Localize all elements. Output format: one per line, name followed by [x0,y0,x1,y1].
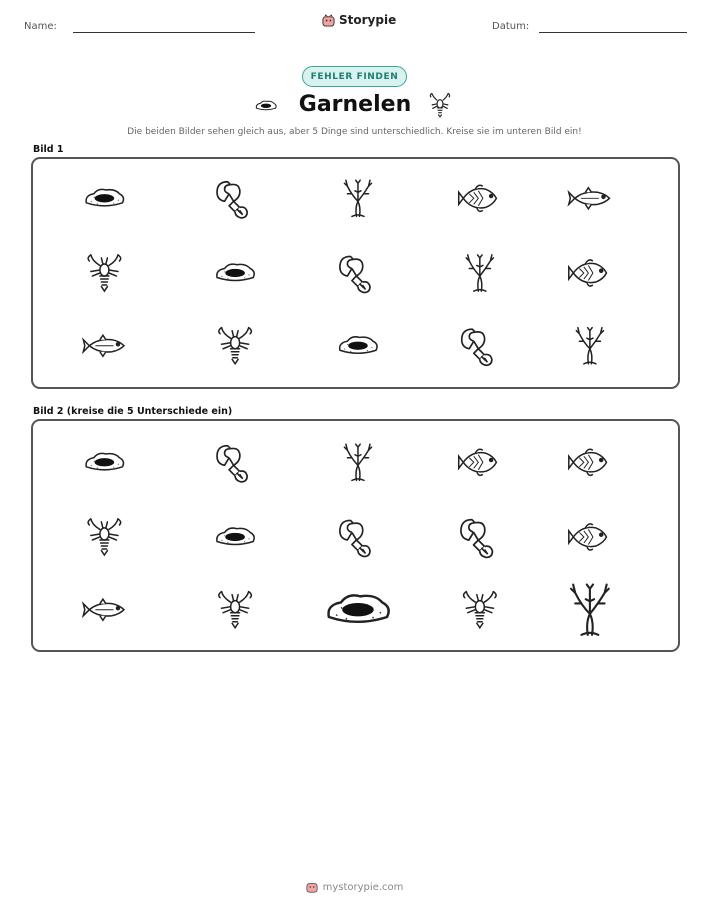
shrimp-icon [219,592,252,628]
name-line[interactable] [73,32,255,33]
picture-2-scene[interactable] [33,421,678,650]
footer-url[interactable]: mystorypie.com [322,881,404,893]
striped-fish-icon [569,524,607,550]
instructions: Die beiden Bilder sehen gleich aus, aber 5 Dinge sind unterschiedlich. Kreise sie im unteren Bild ein! [127,127,582,137]
claw-icon [462,329,492,365]
tuna-icon [83,335,124,356]
picture-1-panel [31,157,680,389]
hole-icon [86,453,123,469]
worksheet-title: Garnelen [298,92,412,117]
brand-name: Storypie [339,13,397,27]
coral-icon [344,180,371,216]
hole-icon [86,189,123,205]
category-badge: FEHLER FINDEN [302,66,407,87]
date-line[interactable] [539,32,687,33]
hole-icon [253,97,279,113]
claw-icon [340,256,370,292]
footer [0,881,709,893]
hole-icon [340,337,377,353]
shrimp-icon [219,328,252,364]
claw-icon [217,182,247,218]
shrimp-icon [428,92,452,118]
storypie-mascot-icon [322,14,335,27]
tuna-icon [569,188,610,209]
striped-fish-icon [459,185,497,211]
coral-icon [571,585,609,635]
picture-1-label: Bild 1 [33,144,64,155]
hole-icon [217,528,254,544]
hole-icon [329,595,389,621]
storypie-mascot-icon [306,881,318,893]
coral-icon [576,328,603,364]
date-label: Datum: [492,21,530,32]
hole-icon [217,264,254,280]
striped-fish-icon [569,260,607,286]
shrimp-icon [88,519,121,555]
claw-icon [461,520,492,558]
claw-icon [217,446,247,482]
striped-fish-icon [459,449,497,475]
coral-icon [466,255,493,291]
striped-fish-icon [569,449,607,475]
tuna-icon [83,599,124,620]
shrimp-icon [88,255,121,291]
shrimp-icon [464,592,497,628]
picture-1-scene [33,159,678,387]
claw-icon [340,520,370,556]
coral-icon [344,444,371,480]
brand-logo [322,13,396,27]
picture-2-label: Bild 2 (kreise die 5 Unterschiede ein) [33,406,233,417]
name-label: Name: [24,21,57,32]
picture-2-panel[interactable] [31,419,680,652]
